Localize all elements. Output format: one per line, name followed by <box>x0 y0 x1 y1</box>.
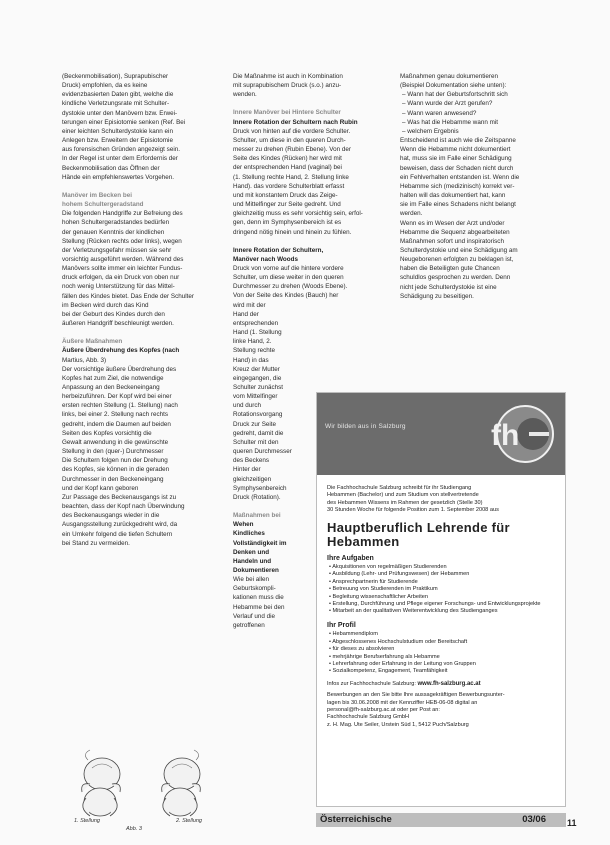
ad-tasks-line: • Begleitung wissenschaftlicher Arbeiten <box>329 593 428 600</box>
col2-paragraph-4-line: Dokumentieren <box>233 566 279 574</box>
col1-paragraph-3-line: Anpassung an den Beckeneingang <box>62 384 160 391</box>
col2-paragraph-3-narrow-line: Druck (Rotation). <box>233 493 281 501</box>
col1-paragraph-3-line: Ausgangsstellung zurückgedreht wird, da <box>62 521 178 529</box>
col2-paragraph-2-line: Schulter, um diese in den queren Durch- <box>233 136 346 144</box>
col2-heading-3: Maßnahmen bei <box>233 512 281 520</box>
col3-bullets-line: – Wann hat der Geburtsfortschritt sich <box>402 91 508 99</box>
column-3 <box>400 72 563 301</box>
col2-heading-2: Innere Rotation der Schultern, <box>233 246 324 254</box>
col1-paragraph-3-line: des Beckenausgangs wieder in die <box>62 512 160 520</box>
col2-paragraph-3-narrow-line: vom Mittelfinger <box>233 393 278 401</box>
col1-paragraph-2-line: äußeren Handgriff beschleunigt werden. <box>62 320 174 328</box>
col2-paragraph-3-line: Von der Seite des Kindes (Bauch) her <box>233 292 339 300</box>
col2-paragraph-3-narrow-line: des Beckens <box>233 457 270 465</box>
col3-paragraph-2-line: werden. <box>400 210 423 218</box>
col3-bullets-line: – welchem Ergebnis <box>402 127 459 135</box>
ad-url-link[interactable]: www.fh-salzburg.ac.at <box>417 680 481 687</box>
ad-body <box>327 485 559 729</box>
col1-paragraph-3-line: bei Stand zu vermeiden. <box>62 539 130 547</box>
col1-paragraph-3 <box>62 356 222 548</box>
col3-paragraph-2-line: Neugeborenen erfolgten zu beklagen ist, <box>400 256 514 264</box>
col1-intro-line: Beckenmobilisation das Öffnen der <box>62 164 160 172</box>
col2-paragraph-3-narrow-line: wird mit der <box>233 301 266 309</box>
col3-bullets-line: – Wann waren anwesend? <box>402 109 477 117</box>
col3-paragraph-2-line: Hebamme sich (medizinisch) korrekt ver- <box>400 182 515 190</box>
col2-paragraph-5-line: Verlauf und die <box>233 612 276 620</box>
col1-paragraph-2-line: Die folgenden Handgriffe zur Befreiung des <box>62 210 183 218</box>
ad-apply-line: lagen bis 30.06.2008 mit der Kennziffer HEB-06-08 digital an <box>327 699 478 706</box>
col1-paragraph-3-line: gedreht, indem die Daumen auf beiden <box>62 420 171 428</box>
ad-intro-line: des Hebammen Wissens im Rahmen der gesetzlich (Stelle 30) <box>327 499 483 506</box>
column-1 <box>62 72 222 548</box>
col1-intro-line: aus forensischen Gründen angezeigt sein. <box>62 146 180 154</box>
col3-paragraph-1 <box>400 72 563 90</box>
col1-paragraph-2-line: druck erfolgen, da ein Druck von oben nur <box>62 274 180 282</box>
col2-paragraph-2-line: dringend nötig hinein und hinein zu fühlen. <box>233 228 352 236</box>
col2-paragraph-3-narrow-line: eingegangen, die <box>233 374 282 382</box>
col2-paragraph-3-narrow-line: Stellung rechte <box>233 347 276 355</box>
col1-intro-line: (Beckenmobilisation), Suprapubischer <box>62 73 169 80</box>
ad-tasks-line: • Ansprechpartnerin für Studierende <box>329 578 418 585</box>
col2-paragraph-2 <box>233 127 391 237</box>
col2-paragraph-1-line: wenden. <box>233 91 257 99</box>
ad-tasks-line: • Ausbildung (Lehr- und Prüfungswesen) der Hebammen <box>329 571 470 578</box>
col2-paragraph-4-line: Handeln und <box>233 557 272 565</box>
col1-intro-line: einer leichten Schulterdystokie kann ein <box>62 127 173 135</box>
col1-intro-line: Druck) empfohlen, da es keine <box>62 82 148 90</box>
col3-paragraph-1-line: Maßnahmen genau dokumentieren <box>400 73 499 80</box>
col1-intro-line: terungen einer Episiotomie senken (Ref. Bei <box>62 118 186 126</box>
ad-apply-line: z. H. Mag. Ute Seiler, Urstein Süd 1, 5412 Puch/Salzburg <box>327 721 469 728</box>
col2-paragraph-3-narrow-line: queren Durchmesser <box>233 448 292 456</box>
col3-paragraph-2-line: hat, muss sie im Falle einer Schädigung <box>400 155 512 163</box>
col2-paragraph-2-line: Seite des Kindes (Rücken) her wird mit <box>233 155 342 163</box>
fetus-illustration <box>70 740 220 830</box>
col1-intro-line: dystokie unter den Manövern bzw. Erwei- <box>62 109 178 117</box>
col1-paragraph-2-line: noch wenig Unterstützung für das Mittel- <box>62 283 175 291</box>
col3-paragraph-2-line: Wenn die Hebamme nicht dokumentiert <box>400 146 511 154</box>
col2-paragraph-2-line: gen, denn im Symphysenbereich ist es <box>233 219 342 227</box>
col2-paragraph-3-narrow-line: Druck zur Seite <box>233 420 277 428</box>
col1-paragraph-3-line: ersten rechten Stellung (1. Stellung) nach <box>62 402 178 410</box>
col1-intro-line: Hände ein empfehlenswertes Vorgehen. <box>62 173 175 181</box>
col1-heading-2b: Äußere Überdrehung des Kopfes (nach <box>62 347 180 355</box>
col1-paragraph-2-line: der Verletzungsgefahr müssen sie sehr <box>62 246 172 254</box>
col3-paragraph-1-line: (Beispiel Dokumentation siehe unten): <box>400 82 507 90</box>
col2-paragraph-2-line: Druck von hinten auf die vordere Schulter. <box>233 127 351 135</box>
ad-apply-line: Bewerbungen an den Sie bitte Ihre aussagekräftigen Bewerbungsunter- <box>327 692 505 699</box>
col2-paragraph-3-narrow-line: Rotationsvorgang <box>233 411 283 419</box>
ad-profile-line: • für dieses zu absolvieren <box>329 646 395 653</box>
col1-paragraph-2-line: bei der Geburt des Kindes durch den <box>62 310 165 318</box>
page-number: 11 <box>567 818 577 828</box>
col2-paragraph-5-line: getroffenen <box>233 621 265 629</box>
col1-paragraph-2-line: der genauen Kenntnis der kindlichen <box>62 228 165 236</box>
col1-paragraph-2-line: hohen Schultergeradstandes bedürfen <box>62 219 170 227</box>
col1-paragraph-3-line: und der Kopf kann geboren <box>62 484 139 492</box>
col1-paragraph-3-line: ein Umkehr folgend die tiefen Schultern <box>62 530 173 538</box>
col3-paragraph-2-line: Hebamme die Sequenz abgearbeiteten <box>400 228 510 236</box>
col3-paragraph-2 <box>400 136 563 301</box>
col3-paragraph-2-line: halten will das dokumentiert hat, kann <box>400 192 506 200</box>
col1-paragraph-3-line: Die Schultern folgen nun der Drehung <box>62 457 168 465</box>
col3-paragraph-2-line: Schädigung zu beseitigen. <box>400 292 474 300</box>
col1-paragraph-3-line: Gewalt anwendung in die gewünschte <box>62 438 169 446</box>
ad-intro-line: Hebammen (Bachelor) und zum Studium von stellvertretende <box>327 492 479 499</box>
col2-paragraph-1-line: Die Maßnahme ist auch in Kombination <box>233 73 343 80</box>
col2-paragraph-5 <box>233 575 311 630</box>
ad-profile-line: • Sozialkompetenz, Engagement, Teamfähigkeit <box>329 668 448 675</box>
ad-profile-line: • mehrjährige Berufserfahrung als Hebamme <box>329 653 440 660</box>
ad-profile-line: • Lehrerfahrung oder Erfahrung in der Leitung von Gruppen <box>329 660 476 667</box>
ad-apply-line: personal@fh-salzburg.ac.at oder per Post an: <box>327 706 440 713</box>
col3-paragraph-2-line: Schulterdystokie und eine Schädigung am <box>400 246 518 254</box>
col2-paragraph-2-line: und Mittelfinger zur Seite gedreht. Und <box>233 201 341 209</box>
ad-tasks-line: • Mitarbeit an der qualitativen Weiterentwicklung des Studienganges <box>329 608 498 615</box>
col2-paragraph-4 <box>233 520 311 575</box>
col1-paragraph-2-line: vorsichtig ausgeführt werden. Während des <box>62 255 184 263</box>
col2-heading-1b: Innere Rotation der Schultern nach Rubin <box>233 118 358 126</box>
col1-paragraph-3-line: Seiten des Kopfes vorsichtig die <box>62 429 152 437</box>
col3-paragraph-2-line: haben die Beteiligten gute Chancen <box>400 265 500 273</box>
col2-paragraph-3-narrow-line: Schulter zunächst <box>233 384 284 391</box>
col2-paragraph-1 <box>233 72 391 99</box>
col2-paragraph-3-narrow-line: entsprechenden <box>233 319 279 327</box>
ad-apply-line: Fachhochschule Salzburg GmbH <box>327 714 410 721</box>
col2-paragraph-2-line: messer zu drehen (Rubin Ebene). Von der <box>233 146 351 154</box>
ad-info-label: Infos zur Fachhochschule Salzburg: <box>327 680 416 687</box>
col1-paragraph-3-line: Stellung in den (quer-) Durchmesser <box>62 448 164 456</box>
col2-paragraph-3-narrow-line: Symphysenbereich <box>233 484 287 492</box>
col1-heading-1b: hohem Schultergeradstand <box>62 201 144 209</box>
col1-heading-2: Äußere Maßnahmen <box>62 338 123 346</box>
footer-bar <box>316 813 566 827</box>
col1-intro-line: kindliche Verletzungsrate mit Schulter- <box>62 100 170 108</box>
col2-paragraph-3-narrow-line: Kreuz der Mutter <box>233 365 280 373</box>
col2-paragraph-2-line: (1. Stellung rechte Hand, 2. Stellung linke <box>233 173 349 181</box>
col3-paragraph-2-line: Maßnahmen sofort und inspiratorisch <box>400 237 504 245</box>
col2-paragraph-3-narrow-line: gleichzeitigen <box>233 475 272 483</box>
ad-profile-heading: Ihr Profil <box>327 621 356 629</box>
footer-magazine-name: Österreichische <box>320 814 392 825</box>
col2-paragraph-3-narrow-line: Hinter der <box>233 466 261 474</box>
col3-bullets-line: – Wann wurde der Arzt gerufen? <box>402 100 493 108</box>
figure-fetus-rotation <box>70 740 220 830</box>
col1-paragraph-2-line: im Becken wird durch das Kind <box>62 301 149 309</box>
col1-intro-line: In der Regel ist unter dem Erfordernis der <box>62 155 178 163</box>
col2-heading-1: Innere Manöver bei Hintere Schulter <box>233 109 341 117</box>
col1-intro <box>62 72 222 182</box>
col3-paragraph-2-line: beweisen, dass der Schaden nicht durch <box>400 164 514 172</box>
col1-paragraph-3-line: Zur Passage des Beckenausgangs ist zu <box>62 493 177 501</box>
figure-label-right: 2. Stellung <box>176 818 202 824</box>
col2-paragraph-3-narrow-line: und durch <box>233 402 262 410</box>
col2-paragraph-5-line: kationen muss die <box>233 594 284 602</box>
col1-paragraph-3-line: herbeizuführen. Der Kopf wird bei einer <box>62 393 172 401</box>
figure-caption: Abb. 3 <box>126 826 142 832</box>
fh-logo-text: fh <box>491 419 520 452</box>
col1-paragraph-3-line: Durchmesser in den Beckeneingang <box>62 475 164 483</box>
col2-paragraph-3-line: Durchmesser zu drehen (Woods Ebene). <box>233 283 348 291</box>
ad-profile-line: • Hebammendiplom <box>329 631 378 638</box>
col1-paragraph-3-line: Der vorsichtige äußere Überdrehung des <box>62 365 177 373</box>
col3-bullets <box>400 90 563 136</box>
col1-paragraph-3-line: Kopfes hat zum Ziel, die notwendige <box>62 374 164 382</box>
col3-paragraph-2-line: sie im Falle eines Schadens nicht belangt <box>400 201 516 209</box>
ad-tasks-line: • Akquisitionen von regelmäßigen Studierenden <box>329 564 447 571</box>
col2-paragraph-3-line: Druck von vorne auf die hintere vordere <box>233 264 344 272</box>
col2-paragraph-5-line: Geburtskompli- <box>233 585 276 593</box>
col2-paragraph-5-line: Wie bei allen <box>233 576 270 584</box>
col3-paragraph-2-line: Entscheidend ist auch wie die Zeitspanne <box>400 137 516 145</box>
col1-paragraph-2-line: Stellung (Rücken rechts oder links), wegen <box>62 237 182 245</box>
col3-paragraph-2-line: ein Fehlverhalten entstanden ist. Wenn die <box>400 173 520 181</box>
col2-heading-2b: Manöver nach Woods <box>233 255 298 263</box>
ad-title: Hauptberuflich Lehrende für Hebammen <box>327 519 510 549</box>
figure-label-left: 1. Stellung <box>74 818 100 824</box>
col3-paragraph-2-line: nicht jede Schulterdystokie ist eine <box>400 283 497 291</box>
col2-paragraph-3-narrow-line: Hand der <box>233 310 259 318</box>
col1-paragraph-3-line: beachten, dass der Kopf nach Überwindung <box>62 503 185 511</box>
col2-paragraph-4-line: Wehen <box>233 521 254 529</box>
col2-paragraph-4-line: Denken und <box>233 548 270 556</box>
col3-bullets-line: – Was hat die Hebamme wann mit <box>402 118 499 126</box>
footer-issue: 03/06 <box>522 814 546 825</box>
job-advertisement <box>316 392 566 807</box>
col2-paragraph-3-narrow-line: Schulter mit den <box>233 438 279 446</box>
ad-header-text: Wir bilden aus in Salzburg <box>325 423 406 430</box>
col1-paragraph-2-line: fällen des Kindes bietet. Das Ende der Schulter <box>62 292 194 300</box>
col1-intro-line: Anlegen bzw. Erweitern der Episiotomie <box>62 137 173 145</box>
col2-paragraph-5-line: Hebamme bei den <box>233 603 285 611</box>
col2-paragraph-1-line: mit suprapubischem Druck (s.o.) anzu- <box>233 82 342 90</box>
ad-profile-line: • Abgeschlossenes Hochschulstudium oder Bereitschaft <box>329 638 468 645</box>
ad-tasks-heading: Ihre Aufgaben <box>327 554 374 562</box>
col3-paragraph-2-line: schuldlos gesprochen zu werden. Denn <box>400 274 511 282</box>
col2-paragraph-3-narrow <box>233 301 311 502</box>
col2-paragraph-4-line: Kindliches <box>233 530 265 538</box>
col2-paragraph-3-narrow-line: Hand) in das <box>233 356 269 364</box>
col1-heading-1: Manöver im Becken bei <box>62 191 132 199</box>
col2-paragraph-3-narrow-line: linke Hand, 2. <box>233 338 272 346</box>
col1-paragraph-2-line: Manövers sollte immer ein leichter Fundus- <box>62 265 183 273</box>
col2-paragraph-3-narrow-line: gedreht, damit die <box>233 429 284 437</box>
col2-paragraph-2-line: gleichzeitig muss es sehr vorsichtig sein, erfol- <box>233 210 363 218</box>
ad-header <box>317 393 565 475</box>
col1-paragraph-2 <box>62 209 222 328</box>
col2-paragraph-2-line: und mit konstantem Druck das Zeige- <box>233 191 338 199</box>
col2-paragraph-4-line: Vollständigkeit im <box>233 539 287 547</box>
ad-apply <box>327 692 559 729</box>
col3-paragraph-2-line: Wenn es im Wesen der Arzt und/oder <box>400 219 505 227</box>
ad-profile <box>327 631 559 675</box>
ad-info-line <box>327 681 559 688</box>
fh-logo <box>485 401 557 467</box>
col1-paragraph-3-line: Martius, Abb. 3) <box>62 356 107 364</box>
col2-paragraph-3 <box>233 264 391 301</box>
ad-intro-line: 30 Stunden Woche für folgende Position zum 1. September 2008 aus <box>327 507 499 514</box>
col2-paragraph-3-line: Schulter, um diese weiter in den queren <box>233 274 344 282</box>
ad-intro-line: Die Fachhochschule Salzburg schreibt für ihr Studiengang <box>327 485 472 491</box>
col2-paragraph-3-narrow-line: Hand (1. Stellung <box>233 329 282 337</box>
ad-tasks-line: • Erstellung, Durchführung und Pflege eigener Forschungs- und Entwicklungsprojekte <box>329 601 541 608</box>
col1-paragraph-3-line: des Kopfes, sie können in die geraden <box>62 466 170 474</box>
col1-intro-line: evidenzbasierten Daten gibt, welche die <box>62 91 174 99</box>
col2-paragraph-2-line: der entsprechenden Hand (vaginal) bei <box>233 164 342 172</box>
ad-tasks-line: • Betreuung von Studierenden im Praktikum <box>329 586 438 593</box>
col2-paragraph-2-line: Hand). das vordere Schulterblatt erfasst <box>233 182 345 190</box>
ad-tasks <box>327 564 559 616</box>
ad-intro <box>327 485 559 515</box>
col1-paragraph-3-line: links, bei einer 2. Stellung nach rechts <box>62 411 169 419</box>
